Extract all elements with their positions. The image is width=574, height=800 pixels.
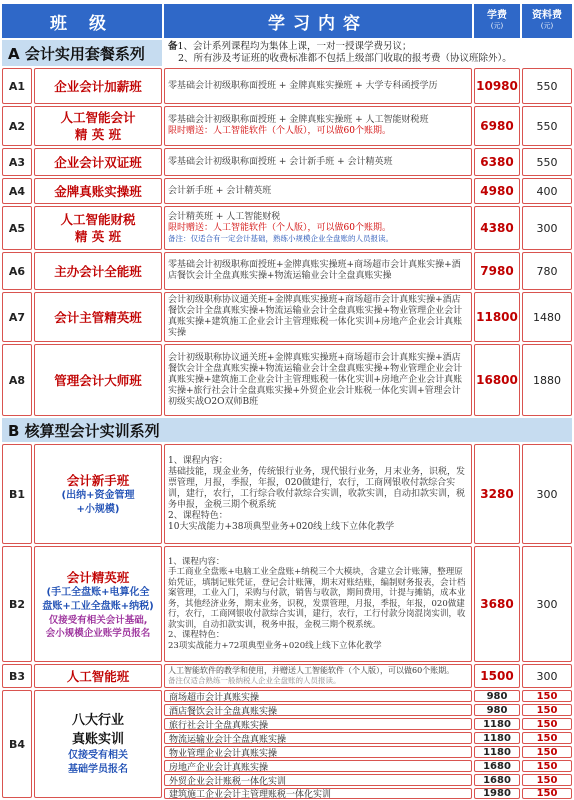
- header-fee-unit: (元): [490, 22, 504, 30]
- row-b1-code: B1: [2, 444, 32, 544]
- row-a7-fee: 11800: [474, 292, 520, 342]
- row-a8-fee: 16800: [474, 344, 520, 416]
- row-b3-fee: 1500: [474, 664, 520, 688]
- row-a5-desc-text: 会计精英班 + 人工智能财税: [168, 212, 281, 222]
- row-a2-name: [34, 106, 162, 146]
- row-b3-desc: [164, 664, 472, 688]
- b4-item-2-fee: 980: [474, 704, 520, 716]
- b4-item-4-label: 物流运输业会计全盘真账实操: [164, 732, 472, 744]
- b4-item-6-label: 房地产企业会计真账实操: [164, 760, 472, 772]
- row-a8-name: [34, 344, 162, 416]
- b4-item-6-fee: 1680: [474, 760, 520, 772]
- row-b2-code: B2: [2, 546, 32, 662]
- row-a7-desc-text: 会计初级职称协议通关班+金牌真账实操班+商场超市会计真账实操+酒店餐饮会计全盘真账实操+物流运输业会计全盘真账实操+物业管理企业会计真账实操+建筑施工企业会计主管理账税一体化实训+房地产企业会计真账实操: [168, 295, 463, 338]
- row-a5-desc-remark: 备注：仅适合有一定会计基础，熟练小规模企业全盘账的人员报读。: [168, 234, 393, 243]
- row-a3-name: [34, 148, 162, 176]
- b4-item-6-material: 150: [522, 760, 572, 772]
- row-a4-code: A4: [2, 178, 32, 204]
- row-a7-material: 1480: [522, 292, 572, 342]
- row-a1-fee: 10980: [474, 68, 520, 104]
- row-a1-name-text: 企业会计加薪班: [54, 78, 142, 94]
- header-material: [522, 4, 572, 38]
- row-a6-name-text: 主办会计全能班: [54, 263, 142, 279]
- row-b1-desc-heading1: 1、课程内容：: [168, 455, 228, 466]
- row-b3-material: 300: [522, 664, 572, 688]
- row-b1-name-text: 会计新手班: [66, 472, 130, 488]
- row-a7-desc: [164, 292, 472, 342]
- row-b3-desc-text: 人工智能软件的教学和使用，并赠送人工智能软件（个人版），可以做60个账期。: [168, 666, 455, 675]
- b4-item-1-fee: 980: [474, 690, 520, 702]
- row-a5-name-line1: 人工智能财税: [60, 212, 136, 227]
- row-a4-desc-text: 会计新手班 + 会计精英班: [168, 185, 272, 196]
- row-b2-sub2: 盘账+工业全盘账+纳税): [42, 600, 154, 612]
- row-a8-code: A8: [2, 344, 32, 416]
- section-a-note: [164, 40, 572, 66]
- row-b2-fee: 3680: [474, 546, 520, 662]
- row-b4-code: B4: [2, 690, 32, 798]
- header-material-unit: (元): [540, 22, 554, 30]
- b4-item-1-material: 150: [522, 690, 572, 702]
- row-a5-name-line2: 精 英 班: [74, 229, 122, 244]
- row-b4-name: [34, 690, 162, 798]
- header-content-label: 学习内容: [268, 13, 368, 34]
- row-a6-material: 780: [522, 252, 572, 290]
- b4-item-7-label: 外贸企业会计账税一体化实训: [164, 774, 472, 786]
- row-a7-code: A7: [2, 292, 32, 342]
- row-b1-sub2: +小规模): [76, 503, 120, 515]
- b4-item-4-fee: 1180: [474, 732, 520, 744]
- row-b2-desc-feature: 23项实战能力+72项典型业务+020线上线下立体化教学: [168, 640, 382, 651]
- row-a6-name: [34, 252, 162, 290]
- row-a4-material: 400: [522, 178, 572, 204]
- row-b1-desc: [164, 444, 472, 544]
- row-b2-material: 300: [522, 546, 572, 662]
- row-a1-desc-text: 零基础会计初级职称面授班 + 金牌真账实操班 + 大学专科函授学历: [168, 80, 438, 91]
- header-fee-label: 学费: [487, 10, 507, 21]
- header-material-label: 资料费: [532, 10, 562, 21]
- b4-item-8-label: 建筑施工企业会计主管理账税一体化实训: [164, 788, 472, 799]
- row-a6-code: A6: [2, 252, 32, 290]
- row-a3-fee: 6380: [474, 148, 520, 176]
- section-a-title: [2, 40, 162, 66]
- row-a5-desc-gift: 限时赠送：人工智能软件（个人版），可以做60个账期。: [168, 223, 391, 233]
- header-class-label: 班 级: [50, 13, 114, 34]
- row-a1-material: 550: [522, 68, 572, 104]
- b4-item-3-fee: 1180: [474, 718, 520, 730]
- b4-item-3-label: 旅行社会计全盘真账实操: [164, 718, 472, 730]
- b4-item-7-material: 150: [522, 774, 572, 786]
- row-b2-name: [34, 546, 162, 662]
- row-b1-desc-heading2: 2、课程特色：: [168, 510, 228, 521]
- row-b1-desc-feature: 10大实战能力+38项典型业务+020线上线下立体化教学: [168, 521, 395, 532]
- row-a3-material: 550: [522, 148, 572, 176]
- row-b2-desc: [164, 546, 472, 662]
- section-a-title-text: A 会计实用套餐系列: [8, 44, 145, 63]
- row-a8-name-text: 管理会计大师班: [54, 372, 142, 388]
- row-a3-desc: [164, 148, 472, 176]
- row-a2-code: A2: [2, 106, 32, 146]
- row-a8-desc-text: 会计初级职称协议通关班+金牌真账实操班+商场超市会计真账实操+酒店餐饮会计全盘真账实操+物流运输业会计全盘真账实操+物业管理企业会计真账实操+建筑施工企业会计主管理账税一体化实训+房地产企业会计真账实操+旅行社会计全盘真账实操+外贸企业会计账税一体化实训+管理会计初级实战O2O双师B班: [168, 352, 463, 407]
- b4-item-2-label: 酒店餐饮会计全盘真账实操: [164, 704, 472, 716]
- row-b1-desc-content: 基础技能，现金业务，传统银行业务，现代银行业务，月末业务，识税，发票管理，月报，季报，年报，020做建行，农行，工商网银收付款综合实训，建行，农行，工行综合收付款综合实训，收款实训，自动扣款实训，税务申报，金税三期个税系统: [168, 466, 466, 510]
- row-a1-desc: [164, 68, 472, 104]
- row-b4-name-line1: 八大行业: [71, 713, 124, 728]
- b4-item-3-material: 150: [522, 718, 572, 730]
- row-a6-desc-text: 零基础会计初级职称面授班+金牌真账实操班+商场超市会计真账实操+酒店餐饮会计全盘真账实操+物流运输业会计全盘真账实操: [168, 260, 461, 281]
- row-b2-sub4: 会小规模企业账学员报名: [45, 627, 151, 639]
- section-a-note-mark: 备: [168, 41, 178, 52]
- row-a5-fee: 4380: [474, 206, 520, 250]
- b4-item-7-fee: 1680: [474, 774, 520, 786]
- row-a5-material: 300: [522, 206, 572, 250]
- header-content: [164, 4, 472, 38]
- b4-item-8-fee: 1980: [474, 788, 520, 799]
- section-a-note-line2: 2、所有涉及考证班的收费标准都不包括上级部门收取的报考费（协议班除外）。: [178, 53, 512, 64]
- row-b3-code: B3: [2, 664, 32, 688]
- row-b3-name: [34, 664, 162, 688]
- row-a2-name-line2: 精 英 班: [74, 127, 122, 142]
- row-a7-name: [34, 292, 162, 342]
- row-a4-name: [34, 178, 162, 204]
- row-a5-name: [34, 206, 162, 250]
- row-b1-material: 300: [522, 444, 572, 544]
- row-a3-desc-text: 零基础会计初级职称面授班 + 会计新手班 + 会计精英班: [168, 156, 393, 167]
- row-a1-code: A1: [2, 68, 32, 104]
- header-class: [2, 4, 162, 38]
- row-a4-desc: [164, 178, 472, 204]
- row-a2-desc-text: 零基础会计初级职称面授班 + 金牌真账实操班 + 人工智能财税班: [168, 115, 429, 125]
- row-a6-desc: [164, 252, 472, 290]
- row-a2-fee: 6980: [474, 106, 520, 146]
- row-b2-desc-heading1: 1、课程内容：: [168, 556, 225, 567]
- row-a6-fee: 7980: [474, 252, 520, 290]
- row-a4-name-text: 金牌真账实操班: [54, 183, 142, 199]
- header-fee: [474, 4, 520, 38]
- row-a5-code: A5: [2, 206, 32, 250]
- row-a4-fee: 4980: [474, 178, 520, 204]
- row-a8-material: 1880: [522, 344, 572, 416]
- row-b4-name-line2: 真账实训: [71, 732, 124, 747]
- section-b-title-text: B 核算型会计实训系列: [8, 421, 160, 440]
- row-b3-desc-remark: 备注仅适合熟练一般纳税人企业全盘账的人员报读。: [168, 676, 341, 685]
- row-a2-name-line1: 人工智能会计: [60, 110, 136, 125]
- row-b1-sub1: (出纳+资金管理: [61, 489, 135, 501]
- row-b2-desc-content: 手工商业全盘账+电脑工业全盘账+纳税三个大模块，含建立会计账簿，整理原始凭证，填制记账凭证，登记会计账簿，期末对账结账，编制财务报表，会计档案管理，工业入门，采购与付款，销售与收款，期间费用，计提与摊销，成本业务，其他经济业务，期末业务，识税，发票管理，月报，季报，年报，020做建行，农行，工商网银收付款综合实训，建行，农行，工行付款分岗混岗实训，收款实训，自动扣款实训，税务申报，金税三期个税系统。: [168, 567, 466, 630]
- row-b1-name: [34, 444, 162, 544]
- row-a3-code: A3: [2, 148, 32, 176]
- row-b2-desc-heading2: 2、课程特色：: [168, 630, 225, 641]
- row-b2-name-text: 会计精英班: [66, 569, 130, 585]
- row-b3-name-text: 人工智能班: [66, 668, 130, 684]
- b4-item-4-material: 150: [522, 732, 572, 744]
- section-a-note-line1: 1、会计系列课程均为集体上课，一对一授课学费另议；: [177, 41, 412, 52]
- row-a5-desc: [164, 206, 472, 250]
- row-a8-desc: [164, 344, 472, 416]
- row-b4-sub2: 基础学员报名: [68, 764, 128, 775]
- row-b2-sub3: 仅接受有相关会计基础,: [48, 614, 148, 626]
- b4-item-5-material: 150: [522, 746, 572, 758]
- b4-item-2-material: 150: [522, 704, 572, 716]
- b4-item-8-material: 150: [522, 788, 572, 799]
- b4-item-1-label: 商场超市会计真账实操: [164, 690, 472, 702]
- row-b4-sub1: 仅接受有相关: [68, 750, 128, 761]
- row-a3-name-text: 企业会计双证班: [54, 154, 142, 170]
- b4-item-5-fee: 1180: [474, 746, 520, 758]
- row-a2-desc: [164, 106, 472, 146]
- row-a1-name: [34, 68, 162, 104]
- b4-item-5-label: 物业管理企业会计真账实操: [164, 746, 472, 758]
- row-a2-desc-gift: 限时赠送：人工智能软件（个人版），可以做60个账期。: [168, 126, 391, 136]
- section-b-title: [2, 418, 572, 442]
- row-a7-name-text: 会计主管精英班: [54, 309, 142, 325]
- row-a2-material: 550: [522, 106, 572, 146]
- row-b1-fee: 3280: [474, 444, 520, 544]
- row-b2-sub1: (手工全盘账+电算化全: [46, 586, 150, 598]
